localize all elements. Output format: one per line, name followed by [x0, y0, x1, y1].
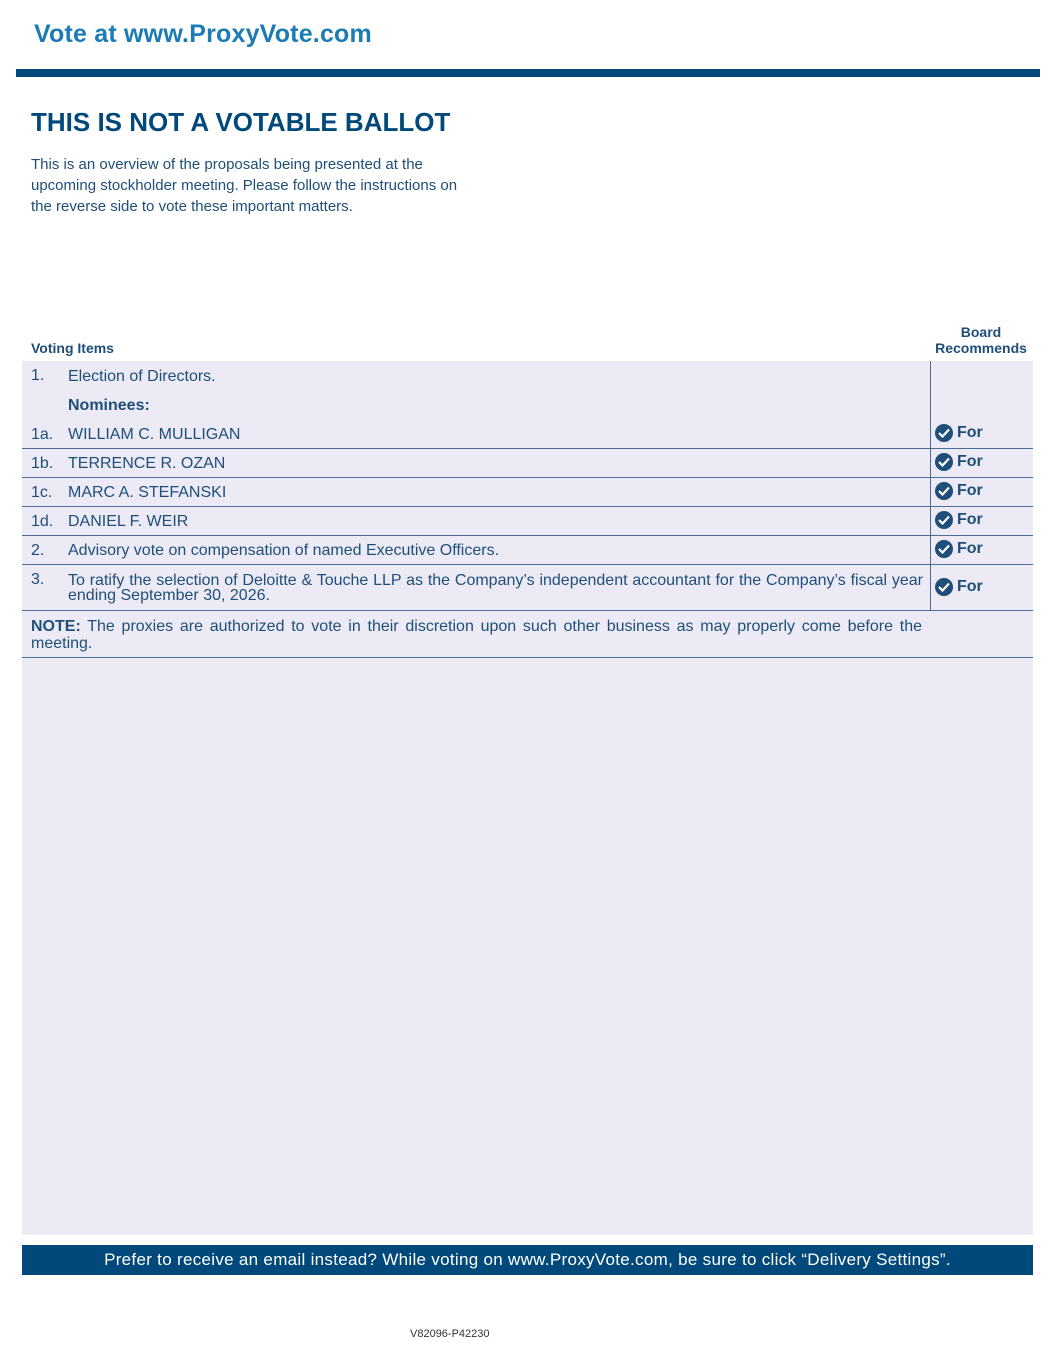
intro-line: upcoming stockholder meeting. Please follow the instructions on — [31, 177, 458, 194]
note-divider — [22, 657, 1033, 658]
header-divider — [16, 69, 1040, 77]
email-delivery-banner: Prefer to receive an email instead? While voting on www.ProxyVote.com, be sure to click “Delivery Settings”. — [22, 1245, 1033, 1275]
nominees-label: Nominees: — [68, 397, 150, 414]
check-circle-icon — [935, 482, 953, 500]
item-text: Advisory vote on compensation of named Executive Officers. — [68, 542, 500, 559]
column-header-line: Board — [960, 324, 1002, 340]
check-circle-icon — [935, 424, 953, 442]
item-text: Election of Directors. — [68, 368, 216, 385]
column-header-board-recommends — [928, 324, 1034, 356]
document-code: V82096-P42230 — [410, 1328, 490, 1340]
column-header-voting-items: Voting Items — [31, 340, 114, 356]
voting-item-row — [22, 507, 1033, 536]
voting-item-row — [22, 361, 1033, 390]
column-header-line: Recommends — [935, 340, 1027, 356]
item-number: 1a. — [31, 426, 54, 443]
voting-item-row — [22, 565, 1033, 611]
item-number: 3. — [31, 571, 45, 588]
recommendation-label: For — [957, 578, 983, 595]
item-text: TERRENCE R. OZAN — [68, 455, 226, 472]
board-recommendation — [935, 540, 983, 558]
note-label: NOTE: — [31, 618, 81, 635]
check-circle-icon — [935, 578, 953, 596]
check-circle-icon — [935, 511, 953, 529]
voting-item-row — [22, 478, 1033, 507]
item-text: WILLIAM C. MULLIGAN — [68, 426, 241, 443]
page-title: THIS IS NOT A VOTABLE BALLOT — [31, 107, 451, 137]
board-recommendation — [935, 424, 983, 442]
note-paragraph — [31, 618, 922, 652]
board-recommendation — [935, 482, 983, 500]
recommendation-label: For — [957, 482, 983, 499]
recommendation-label: For — [957, 540, 983, 557]
recommendation-label: For — [957, 511, 983, 528]
item-number: 1b. — [31, 455, 54, 472]
recommendation-label: For — [957, 453, 983, 470]
note-text: The proxies are authorized to vote in their discretion upon such other business as may properly come before the meeting. — [31, 618, 922, 652]
check-circle-icon — [935, 540, 953, 558]
header-link-title[interactable]: Vote at www.ProxyVote.com — [34, 20, 372, 48]
voting-item-row — [22, 449, 1033, 478]
intro-line: This is an overview of the proposals being presented at the — [31, 156, 423, 173]
board-recommendation — [935, 578, 983, 596]
item-number: 1c. — [31, 484, 53, 501]
check-circle-icon — [935, 453, 953, 471]
voting-item-row — [22, 536, 1033, 565]
voting-item-row — [22, 390, 1033, 419]
recommendation-label: For — [957, 424, 983, 441]
item-text: To ratify the selection of Deloitte & Touche LLP as the Company’s independent accountant for the Company’s fiscal year ending September 30, 2026. — [68, 572, 923, 604]
item-number: 1. — [31, 367, 45, 384]
item-text: DANIEL F. WEIR — [68, 513, 189, 530]
intro-paragraph — [31, 154, 531, 217]
item-number: 2. — [31, 542, 45, 559]
intro-line: the reverse side to vote these important matters. — [31, 198, 353, 215]
voting-item-row — [22, 419, 1033, 449]
item-text: MARC A. STEFANSKI — [68, 484, 227, 501]
item-number: 1d. — [31, 513, 54, 530]
board-recommendation — [935, 511, 983, 529]
board-recommendation — [935, 453, 983, 471]
